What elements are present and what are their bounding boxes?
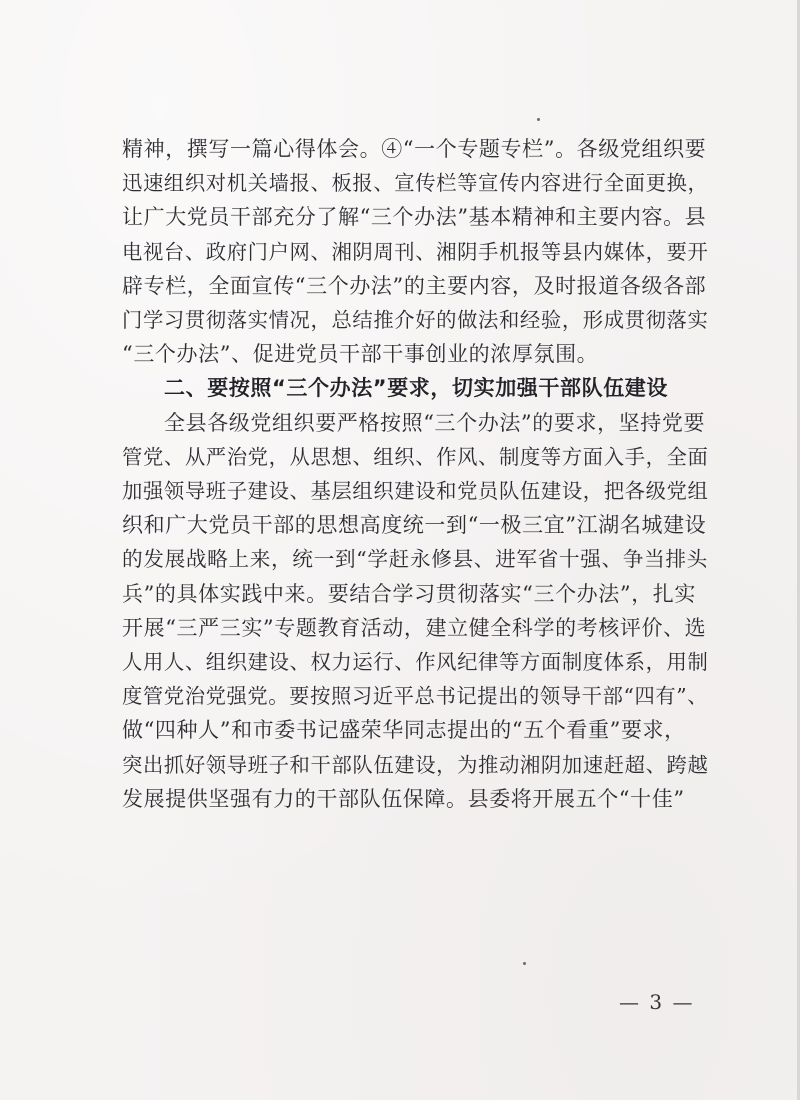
scan-speck (523, 962, 526, 965)
page-number: — 3 — (619, 990, 695, 1014)
text-line: 开展“三严三实”专题教育活动，建立健全科学的考核评价、选 (122, 615, 707, 640)
scan-speck (537, 118, 540, 121)
text-line: 辟专栏，全面宣传“三个办法”的主要内容，及时报道各级各部 (122, 273, 707, 298)
text-line: 迅速组织对机关墙报、板报、宣传栏等宣传内容进行全面更换， (122, 171, 709, 196)
text-line: 的发展战略上来，统一到“学赶永修县、进军省十强、争当排头 (122, 547, 708, 572)
text-line: 电视台、政府门户网、湘阴周刊、湘阴手机报等县内媒体，要开 (122, 239, 709, 264)
body-text (122, 132, 710, 816)
section-heading: 二、要按照“三个办法”要求，切实加强干部队伍建设 (164, 376, 669, 401)
text-line: 织和广大党员干部的思想高度统一到“一极三宜”江湖名城建设 (122, 513, 707, 538)
text-line: 兵”的具体实践中来。要结合学习贯彻落实“三个办法”，扎实 (122, 581, 697, 606)
text-line: 让广大党员干部充分了解“三个办法”基本精神和主要内容。县 (122, 205, 707, 230)
text-line: 发展提供坚强有力的干部队伍保障。县委将开展五个“十佳” (122, 786, 685, 811)
paragraph-first-line: 全县各级党组织要严格按照“三个办法”的要求，坚持党要 (164, 410, 706, 435)
text-line: “三个办法”、促进党员干部干事创业的浓厚氛围。 (122, 342, 599, 367)
text-line: 做“四种人”和市委书记盛荣华同志提出的“五个看重”要求， (122, 718, 686, 743)
text-line: 人用人、组织建设、权力运行、作风纪律等方面制度体系，用制 (122, 650, 709, 675)
text-line: 精神，撰写一篇心得体会。④“一个专题专栏”。各级党组织要 (122, 137, 707, 161)
text-line: 门学习贯彻落实情况，总结推介好的做法和经验，形成贯彻落实 (122, 308, 709, 333)
text-line: 管党、从严治党，从思想、组织、作风、制度等方面入手，全面 (122, 444, 709, 469)
text-line: 度管党治党强党。要按照习近平总书记提出的领导干部“四有”、 (122, 684, 709, 709)
text-line: 加强领导班子建设、基层组织建设和党员队伍建设，把各级党组 (122, 479, 709, 504)
text-line: 突出抓好领导班子和干部队伍建设，为推动湘阴加速赶超、跨越 (122, 752, 709, 777)
